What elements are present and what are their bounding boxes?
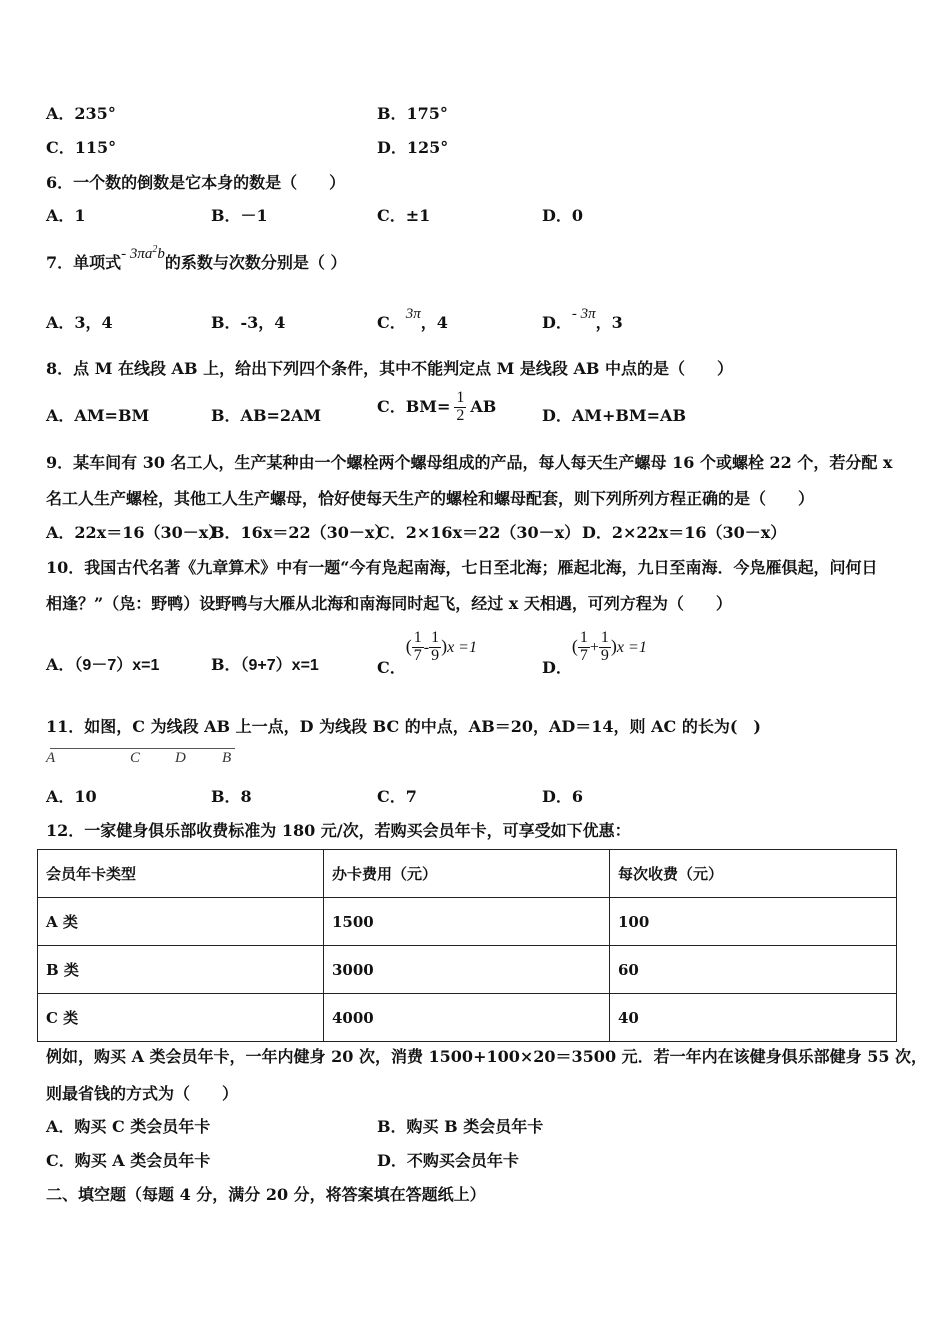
q10-option-c: C．( $\frac{1}{7}$ - $\frac{1}{9}$ )x =1 xyxy=(377,629,477,677)
q8-option-b: B．AB=2AM xyxy=(211,406,322,425)
q8-option-c-tail: AB xyxy=(470,396,497,416)
q11-option-a: A．10 xyxy=(46,787,97,806)
q7-monomial-b: b xyxy=(157,246,165,262)
q10-option-b-expr: （9+7）x=1 xyxy=(240,657,319,674)
q10-d-frac2-den: 9 xyxy=(600,646,609,664)
q12-option-d: D．不购买会员年卡 xyxy=(377,1151,519,1170)
q9-option-d: D．2×22x＝16（30－x） xyxy=(582,523,787,542)
q10-c-frac1-num: 1 xyxy=(413,629,422,646)
q7-stem-prefix: 7．单项式 xyxy=(46,253,122,272)
q6-option-a: A．1 xyxy=(46,206,86,225)
q11-option-b: B．8 xyxy=(211,787,252,806)
q9-option-b: B．16x＝22（30－x） xyxy=(211,523,391,542)
q7-option-c xyxy=(377,306,448,333)
q10-option-d: D．( $\frac{1}{7}$ + $\frac{1}{9}$ )x =1 xyxy=(542,629,647,677)
q10-option-a-expr: （9－7）x=1 xyxy=(74,657,160,674)
q6-option-c: C．±1 xyxy=(377,206,431,225)
q7-option-c-expr: 3π xyxy=(405,306,421,322)
q7-monomial xyxy=(121,246,165,262)
table-header-cell: 每次收费（元） xyxy=(610,850,897,898)
q10-d-tail: x =1 xyxy=(616,638,647,656)
q8-fraction-den: 2 xyxy=(456,406,465,424)
q6-stem: 6．一个数的倒数是它本身的数是（ ） xyxy=(46,173,346,192)
q6-option-b: B．－1 xyxy=(211,206,268,225)
q10-c-tail: x =1 xyxy=(447,638,477,656)
q7-stem xyxy=(46,244,347,273)
q10-c-frac2-num: 1 xyxy=(431,629,440,646)
table-cell: 1500 xyxy=(324,898,610,946)
q10-d-frac1-num: 1 xyxy=(579,629,588,646)
q12-example-line1: 例如，购买 A 类会员年卡，一年内健身 20 次，消费 1500+100×20＝3500 元．若一年内在该健身俱乐部健身 55 次， xyxy=(46,1047,928,1066)
q10-stem-line2: 相逢？”（凫：野鸭）设野鸭与大雁从北海和南海同时起飞，经过 x 天相遇，可列方程为（ ） xyxy=(46,594,732,613)
q9-option-a: A．22x＝16（30－x） xyxy=(46,523,225,542)
q10-c-frac1-den: 7 xyxy=(413,646,422,664)
q10-c-frac1 xyxy=(412,630,424,665)
membership-fee-table xyxy=(37,849,897,1042)
q10-option-d-label: D． xyxy=(542,657,572,677)
q10-option-a-label: A． xyxy=(46,655,75,674)
table-cell: 100 xyxy=(610,898,897,946)
table-row xyxy=(38,994,897,1042)
q10-option-b-label: B． xyxy=(211,655,241,674)
table-cell: B 类 xyxy=(38,946,324,994)
table-header-row xyxy=(38,850,897,898)
table-row xyxy=(38,898,897,946)
q11-option-d: D．6 xyxy=(542,787,584,806)
q9-stem-line1: 9．某车间有 30 名工人，生产某种由一个螺栓两个螺母组成的产品，每人每天生产螺母 16 个或螺栓 22 个，若分配 x xyxy=(46,453,893,472)
point-label-d: D xyxy=(175,750,186,766)
q7-option-b: B．-3，4 xyxy=(211,313,286,332)
table-cell: 4000 xyxy=(324,994,610,1042)
q12-example-line2: 则最省钱的方式为（ ） xyxy=(46,1084,239,1103)
point-label-a: A xyxy=(46,750,56,766)
q7-stem-suffix: 的系数与次数分别是（ ） xyxy=(164,253,347,272)
table-cell: 60 xyxy=(610,946,897,994)
q7-option-d-tail: ，3 xyxy=(595,313,623,332)
q7-option-a: A．3，4 xyxy=(46,313,113,332)
q7-monomial-coef: - 3π xyxy=(121,246,145,262)
q10-option-c-label: C． xyxy=(377,657,406,677)
q9-option-c: C．2×16x＝22（30－x） xyxy=(377,523,581,542)
q10-c-operator: - xyxy=(423,638,430,656)
q7-option-d-label: D． xyxy=(542,313,572,332)
q11-option-c: C．7 xyxy=(377,787,417,806)
section-two-heading: 二、填空题（每题 4 分，满分 20 分，将答案填在答题纸上） xyxy=(46,1185,486,1204)
q7-option-c-label: C． xyxy=(377,313,406,332)
q11-stem: 11．如图，C 为线段 AB 上一点，D 为线段 BC 的中点，AB＝20，AD＝14，则 AC 的长为( ) xyxy=(46,717,761,736)
q8-option-d: D．AM+BM=AB xyxy=(542,406,686,425)
q5-option-b: B．175° xyxy=(377,104,448,123)
q10-c-frac2-den: 9 xyxy=(431,646,440,664)
q10-option-b xyxy=(211,652,319,675)
q6-option-d: D．0 xyxy=(542,206,584,225)
point-label-b: B xyxy=(222,750,232,766)
q7-option-d-expr: - 3π xyxy=(571,306,596,322)
segment-line xyxy=(50,748,235,749)
table-cell: 3000 xyxy=(324,946,610,994)
q5-option-c: C．115° xyxy=(46,138,117,157)
q10-d-operator: + xyxy=(589,638,599,656)
q8-stem: 8．点 M 在线段 AB 上，给出下列四个条件，其中不能判定点 M 是线段 AB 中点的是（ ） xyxy=(46,359,733,378)
q7-option-c-tail: ，4 xyxy=(420,313,448,332)
q5-option-d: D．125° xyxy=(377,138,449,157)
table-cell: 40 xyxy=(610,994,897,1042)
q5-option-a: A．235° xyxy=(46,104,116,123)
q8-fraction-num: 1 xyxy=(456,389,465,406)
q10-stem-line1: 10．我国古代名著《九章算术》中有一题“今有凫起南海，七日至北海；雁起北海，九日至南海．今凫雁俱起，问何日 xyxy=(46,558,878,577)
q10-d-frac2 xyxy=(599,630,611,665)
q9-stem-line2: 名工人生产螺栓，其他工人生产螺母，恰好使每天生产的螺栓和螺母配套，则下列所列方程正确的是（ ） xyxy=(46,489,815,508)
point-label-c: C xyxy=(130,750,141,766)
q12-option-c: C．购买 A 类会员年卡 xyxy=(46,1151,211,1170)
q12-option-b: B．购买 B 类会员年卡 xyxy=(377,1117,544,1136)
q12-stem: 12．一家健身俱乐部收费标准为 180 元/次，若购买会员年卡，可享受如下优惠： xyxy=(46,821,631,840)
q7-monomial-exp: 2 xyxy=(152,244,158,255)
table-cell: A 类 xyxy=(38,898,324,946)
q10-option-a xyxy=(46,652,159,675)
q8-fraction xyxy=(454,390,466,425)
q7-option-d xyxy=(542,306,623,333)
q8-option-c xyxy=(377,390,496,425)
q10-d-frac1-den: 7 xyxy=(579,646,588,664)
table-cell: C 类 xyxy=(38,994,324,1042)
q10-d-frac1 xyxy=(578,630,590,665)
q7-monomial-a: a xyxy=(144,246,153,262)
q10-d-frac2-num: 1 xyxy=(600,629,609,646)
q8-option-c-label: C．BM= xyxy=(377,396,451,416)
q12-option-a: A．购买 C 类会员年卡 xyxy=(46,1117,211,1136)
q8-option-a: A．AM=BM xyxy=(46,406,150,425)
table-row xyxy=(38,946,897,994)
q10-c-frac2 xyxy=(429,630,441,665)
table-header-cell: 会员年卡类型 xyxy=(38,850,324,898)
table-header-cell: 办卡费用（元） xyxy=(324,850,610,898)
